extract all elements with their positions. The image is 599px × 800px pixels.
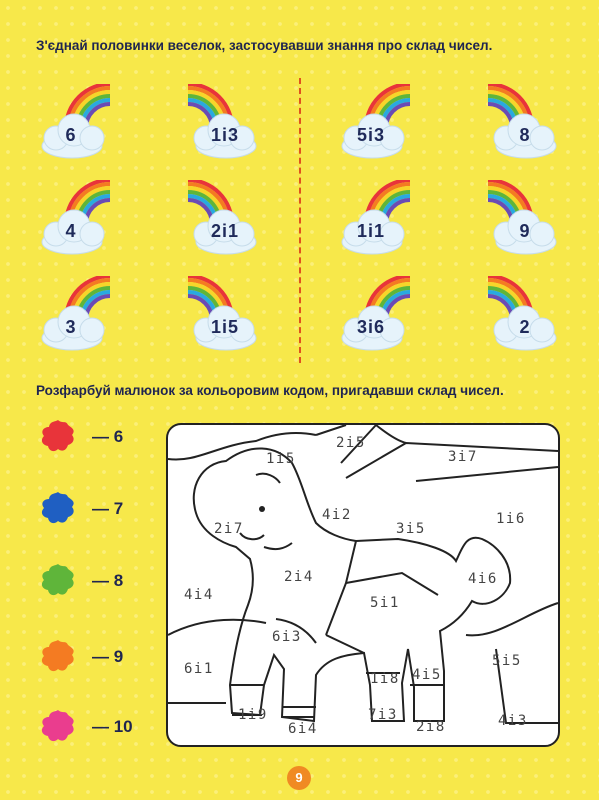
region-label: 5і1 (370, 595, 400, 611)
dashed-divider (299, 78, 301, 363)
coloring-picture[interactable] (166, 423, 560, 747)
green-paint-blob-icon (38, 560, 78, 600)
rainbow-number: 8 (519, 125, 531, 145)
region-label: 6і1 (184, 661, 214, 677)
rainbow-half-card[interactable] (180, 84, 260, 164)
rainbow-half-card[interactable] (480, 276, 560, 356)
rainbow-half-card[interactable] (180, 180, 260, 260)
rainbow-half-card[interactable] (480, 84, 560, 164)
rainbow-number: 2 (519, 317, 531, 337)
task2-instruction: Розфарбуй малюнок за кольоровим кодом, пригадавши склад чисел. (36, 383, 504, 398)
region-label: 3і5 (396, 521, 426, 537)
region-label: 1і9 (238, 707, 268, 723)
region-label: 3і7 (448, 449, 478, 465)
region-label: 4і4 (184, 587, 214, 603)
rainbow-number: 2і1 (210, 221, 240, 241)
rainbow-number: 1і1 (356, 221, 386, 241)
region-label: 6і3 (272, 629, 302, 645)
page-number: 9 (287, 766, 311, 790)
region-label: 1і8 (370, 671, 400, 687)
color-code-label: — 10 (92, 717, 133, 736)
color-code-label: — 9 (92, 647, 124, 666)
region-label: 2і7 (214, 521, 244, 537)
region-label: 2і8 (416, 719, 446, 735)
unicorn-outline-icon (166, 423, 560, 747)
rainbow-half-card[interactable] (480, 180, 560, 260)
rainbow-number: 6 (65, 125, 77, 145)
region-label: 1і6 (496, 511, 526, 527)
color-code-label: — 6 (92, 427, 124, 446)
blue-paint-blob-icon (38, 488, 78, 528)
rainbow-number: 9 (519, 221, 531, 241)
region-label: 4і2 (322, 507, 352, 523)
rainbow-half-card[interactable] (338, 276, 418, 356)
region-label: 4і3 (498, 713, 528, 729)
rainbow-half-card[interactable] (38, 276, 118, 356)
color-code-label: — 7 (92, 499, 124, 518)
rainbow-half-card[interactable] (38, 84, 118, 164)
red-paint-blob-icon (38, 416, 78, 456)
region-label: 6і4 (288, 721, 318, 737)
region-label: 7і3 (368, 707, 398, 723)
task1-instruction: З'єднай половинки веселок, застосувавши знання про склад чисел. (36, 38, 493, 53)
pink-paint-blob-icon (38, 706, 78, 746)
rainbow-half-card[interactable] (38, 180, 118, 260)
rainbow-half-card[interactable] (180, 276, 260, 356)
rainbow-number: 3і6 (356, 317, 386, 337)
region-label: 5і5 (492, 653, 522, 669)
rainbow-number: 3 (65, 317, 77, 337)
rainbow-half-card[interactable] (338, 180, 418, 260)
region-label: 2і4 (284, 569, 314, 585)
region-label: 1і5 (266, 451, 296, 467)
region-label: 4і5 (412, 667, 442, 683)
region-label: 4і6 (468, 571, 498, 587)
rainbow-number: 1і3 (210, 125, 240, 145)
rainbow-number: 5і3 (356, 125, 386, 145)
color-code-label: — 8 (92, 571, 124, 590)
rainbow-number: 1і5 (210, 317, 240, 337)
rainbow-number: 4 (65, 221, 77, 241)
region-label: 2і5 (336, 435, 366, 451)
orange-paint-blob-icon (38, 636, 78, 676)
rainbow-half-card[interactable] (338, 84, 418, 164)
